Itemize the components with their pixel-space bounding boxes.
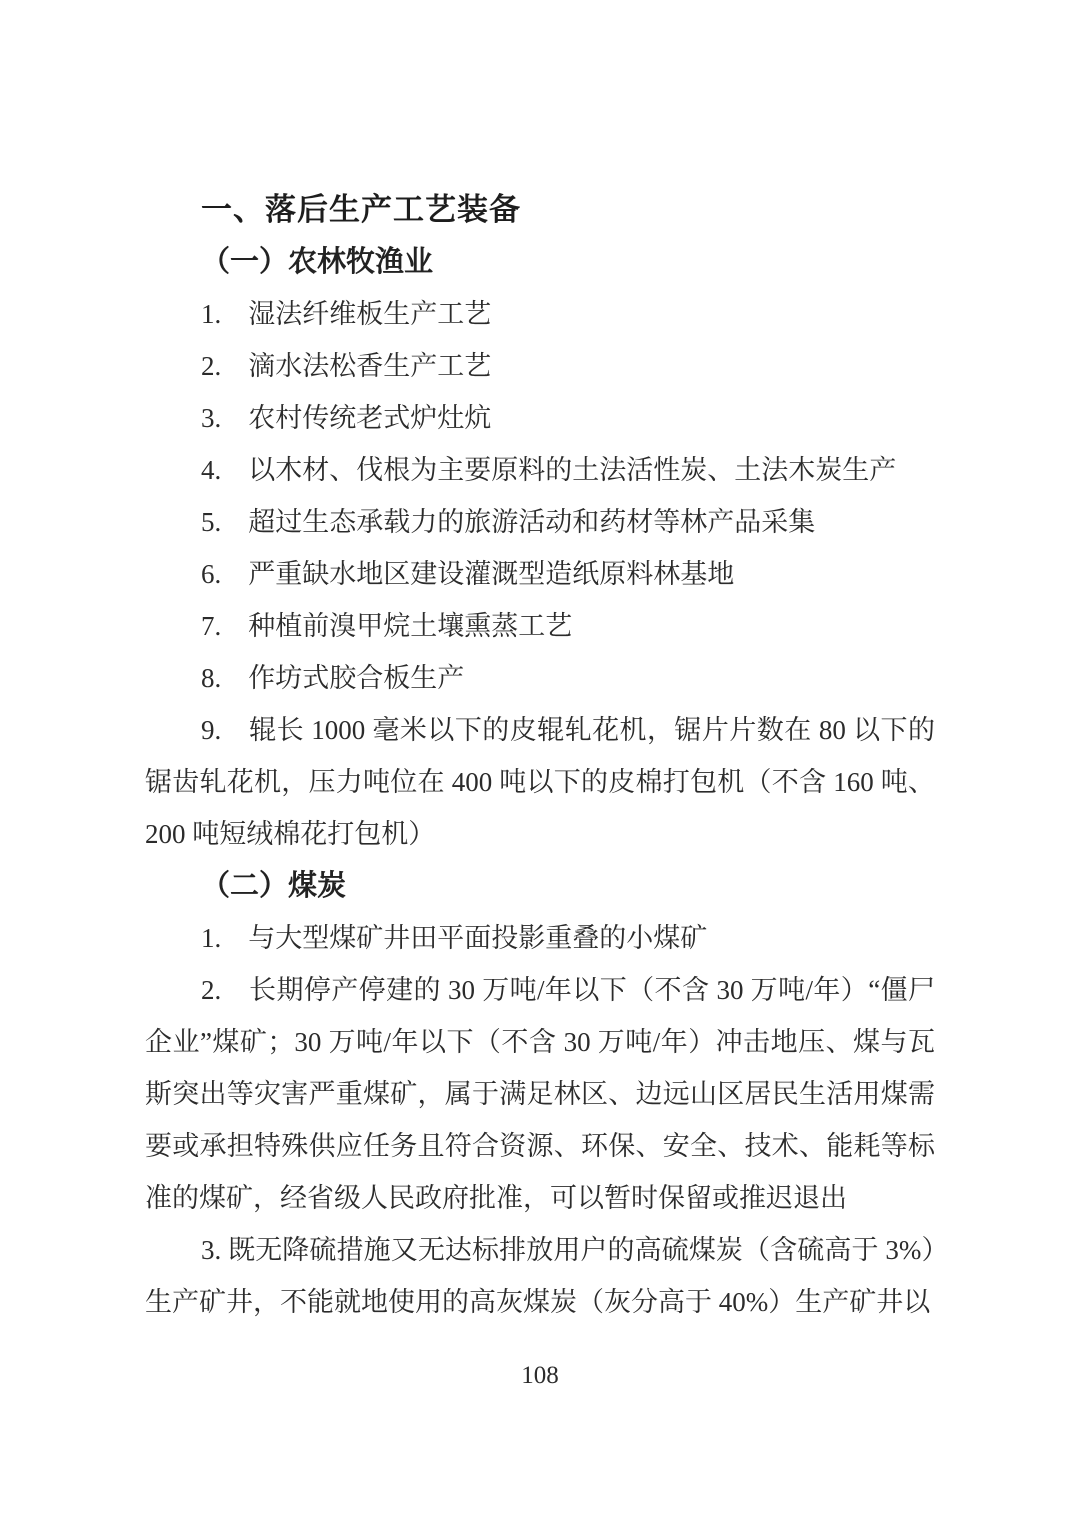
list-item: 9. 辊长 1000 毫米以下的皮辊轧花机，锯片片数在 80 以下的锯齿轧花机，压力吨位在 400 吨以下的皮棉打包机（不含 160 吨、200 吨短绒棉花打包机） xyxy=(145,715,935,849)
list-item: 2. 长期停产停建的 30 万吨/年以下（不含 30 万吨/年）“僵尸企业”煤矿；30 万吨/年以下（不含 30 万吨/年）冲击地压、煤与瓦斯突出等灾害严重煤矿，属于满足林区、边远山区居民生活用煤需要或承担特殊供应任务且符合资源、环保、安全、技术、能耗等标准的煤矿，经省级人民政府批准，可以暂时保留或推迟退出 xyxy=(145,975,935,1213)
list-item: 1. 与大型煤矿井田平面投影重叠的小煤矿 xyxy=(201,923,708,953)
list-item: 3. 农村传统老式炉灶炕 xyxy=(201,403,492,433)
list-item: 5. 超过生态承载力的旅游活动和药材等林产品采集 xyxy=(201,507,816,537)
subsection-heading-agriculture: （一）农林牧渔业 xyxy=(201,246,434,278)
section-heading: 一、落后生产工艺装备 xyxy=(201,192,521,227)
list-item: 8. 作坊式胶合板生产 xyxy=(201,663,465,693)
list-item: 1. 湿法纤维板生产工艺 xyxy=(201,299,492,329)
list-item: 7. 种植前溴甲烷土壤熏蒸工艺 xyxy=(201,611,573,641)
list-item: 3. 既无降硫措施又无达标排放用户的高硫煤炭（含硫高于 3%）生产矿井，不能就地使用的高灰煤炭（灰分高于 40%）生产矿井以 xyxy=(145,1235,935,1317)
page-number: 108 xyxy=(521,1362,559,1389)
list-item: 6. 严重缺水地区建设灌溉型造纸原料林基地 xyxy=(201,559,735,589)
document-body xyxy=(145,184,935,1328)
list-item: 2. 滴水法松香生产工艺 xyxy=(201,351,492,381)
subsection-heading-coal: （二）煤炭 xyxy=(201,870,347,902)
list-item: 4. 以木材、伐根为主要原料的土法活性炭、土法木炭生产 xyxy=(201,455,897,485)
